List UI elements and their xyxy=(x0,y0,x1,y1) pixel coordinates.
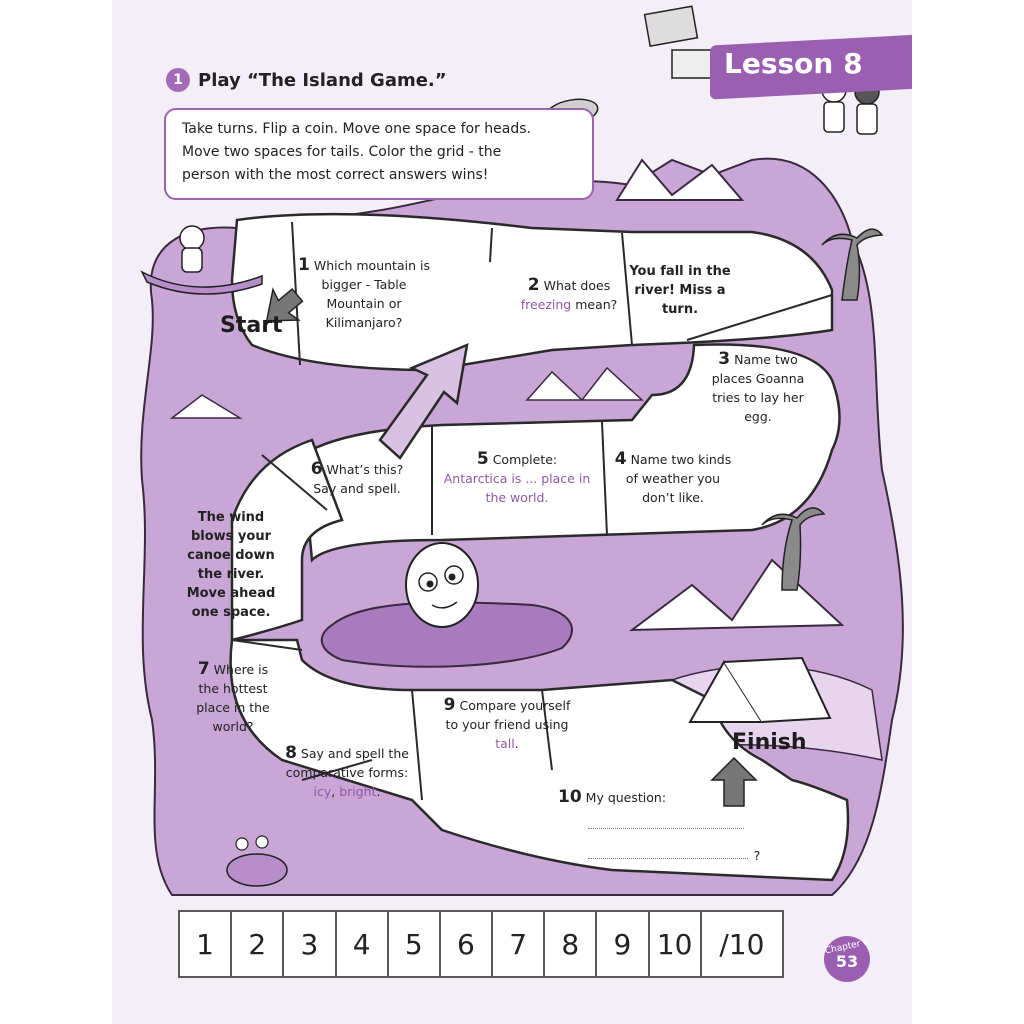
square-text: Compare yourself to your friend using xyxy=(445,698,571,732)
score-cell[interactable]: 6 xyxy=(441,912,493,976)
square-text: What does xyxy=(543,278,611,293)
square-text: Name two kinds of weather you don’t like. xyxy=(625,452,732,505)
board-square-6[interactable] xyxy=(298,460,416,498)
square-text: mean? xyxy=(575,297,618,312)
board-square-8[interactable]: 8 Say and spell the comparative forms: icy, bright. xyxy=(285,743,409,799)
lesson-label: Lesson 8 xyxy=(724,47,863,81)
board-square-2[interactable] xyxy=(514,276,624,314)
score-cell[interactable]: 2 xyxy=(232,912,284,976)
score-cell[interactable]: 3 xyxy=(284,912,336,976)
activity-heading xyxy=(166,68,447,92)
square-text: Say and spell the comparative forms: xyxy=(285,746,409,780)
square-text: What’s this? Say and spell. xyxy=(313,462,404,496)
square-text: Name two places Goanna tries to lay her egg. xyxy=(711,352,805,424)
activity-number: 1 xyxy=(166,68,190,92)
square-highlight: freezing xyxy=(520,297,572,312)
board-square-river[interactable]: You fall in the river! Miss a turn. xyxy=(629,264,731,317)
square-number: 2 xyxy=(527,275,540,295)
board-square-wind[interactable]: The wind blows your canoe down the river. Move ahead one space. xyxy=(186,510,276,620)
score-grid xyxy=(178,910,784,978)
lesson-banner xyxy=(710,34,912,99)
square-number: 5 xyxy=(476,449,489,469)
square-number: 8 xyxy=(285,743,297,763)
square-text: My question: xyxy=(585,790,667,805)
score-cell[interactable]: 9 xyxy=(597,912,649,976)
chapter-label: Chapter 6 xyxy=(824,937,870,957)
square-highlight: icy xyxy=(313,784,332,799)
board-square-1[interactable] xyxy=(298,256,430,332)
answer-line[interactable] xyxy=(588,828,744,829)
answer-line[interactable] xyxy=(588,858,748,859)
square-text: Where is the hottest place in the world? xyxy=(196,662,270,734)
score-cell[interactable]: 7 xyxy=(493,912,545,976)
square-text: Complete: xyxy=(492,452,558,467)
instruction-line: person with the most correct answers wins! xyxy=(182,167,489,183)
start-label: Start xyxy=(220,313,283,338)
board-square-7[interactable] xyxy=(188,660,278,736)
score-cell[interactable]: 10 xyxy=(650,912,702,976)
board-square-5[interactable] xyxy=(438,450,596,507)
instruction-line: Take turns. Flip a coin. Move one space for heads. xyxy=(182,121,531,137)
square-number: 1 xyxy=(298,255,310,275)
square-highlight: Antarctica is ... place in the world. xyxy=(443,471,591,505)
square-number: 10 xyxy=(558,787,582,807)
square-highlight: tall xyxy=(495,736,515,751)
instructions-box xyxy=(164,108,594,200)
activity-title: Play “The Island Game.” xyxy=(198,69,447,91)
score-cell[interactable]: 8 xyxy=(545,912,597,976)
score-total-cell[interactable]: /10 xyxy=(719,927,765,961)
instruction-line: Move two spaces for tails. Color the grid - the xyxy=(182,144,502,160)
square-highlight: bright xyxy=(339,784,377,799)
score-cell[interactable]: 4 xyxy=(337,912,389,976)
square-number: 9 xyxy=(443,695,456,715)
square-number: 7 xyxy=(197,659,210,679)
question-mark: ? xyxy=(753,848,761,863)
board-square-10[interactable] xyxy=(558,788,688,807)
board-square-4[interactable] xyxy=(610,450,736,507)
square-number: 4 xyxy=(614,449,627,469)
page-number: 53 xyxy=(835,952,859,971)
board-square-3[interactable] xyxy=(708,350,808,426)
workbook-page xyxy=(112,0,912,1024)
square-number: 6 xyxy=(310,459,323,479)
score-cell[interactable]: 5 xyxy=(389,912,441,976)
square-number: 3 xyxy=(718,349,731,369)
finish-label: Finish xyxy=(732,730,807,755)
page-number-badge xyxy=(824,936,870,982)
board-square-9[interactable]: 9 Compare yourself to your friend using tall. xyxy=(443,695,571,751)
score-cell[interactable]: 1 xyxy=(180,912,232,976)
square-text: Which mountain is bigger - Table Mountain or Kilimanjaro? xyxy=(313,258,430,330)
